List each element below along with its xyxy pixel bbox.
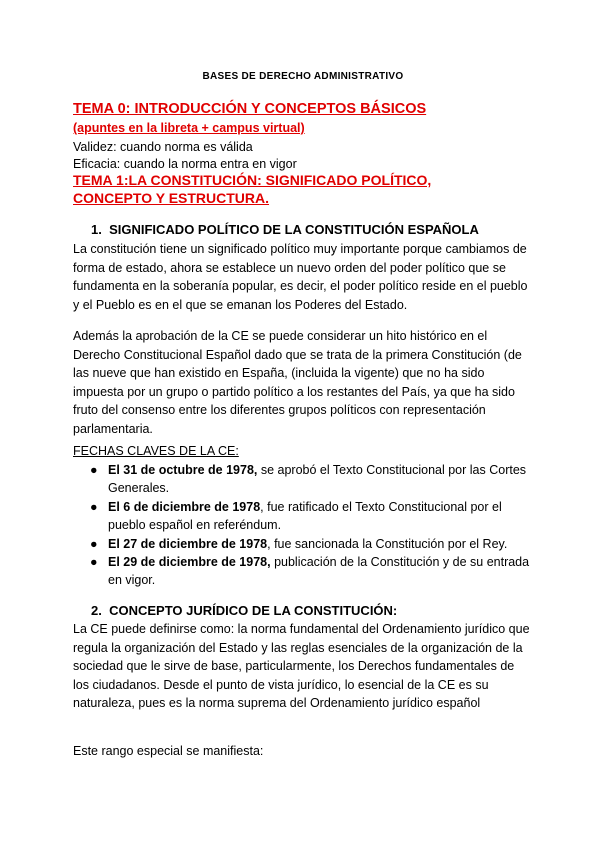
- fecha-date: El 29 de diciembre de 1978,: [108, 555, 271, 570]
- section1-number: 1.: [91, 222, 102, 237]
- section2-heading: [91, 603, 397, 618]
- validez-line: Validez: cuando norma es válida: [73, 140, 253, 154]
- list-item: [73, 535, 533, 553]
- fecha-text: se aprobó el Texto Constitucional por las Cortes Generales.: [108, 463, 527, 496]
- section2-heading-text: CONCEPTO JURÍDICO DE LA CONSTITUCIÓN:: [109, 603, 398, 618]
- list-item: [73, 553, 533, 590]
- fecha-text: , fue ratificado el Texto Constitucional por el pueblo español en referéndum.: [108, 499, 502, 533]
- section2-number: 2.: [91, 603, 102, 618]
- section1-heading-text: SIGNIFICADO POLÍTICO DE LA CONSTITUCIÓN ESPAÑOLA: [109, 222, 479, 237]
- section1-heading: [91, 222, 479, 237]
- section1-paragraph-2: Además la aprobación de la CE se puede considerar un hito histórico en el Derecho Constitucional Español dado que se trata de la primera Constitución (de las nueve que han existido en España, (incluida la vigente) que no ha sido impuesta por un grupo o partido político a los restantes del País, ya que ha sido fruto del consenso entre los diferentes grupos políticos con representación parlamentaria.: [73, 329, 522, 436]
- eficacia-line: Eficacia: cuando la norma entra en vigor: [73, 157, 297, 171]
- fecha-date: El 27 de diciembre de 1978: [108, 536, 268, 551]
- tema1-title: TEMA 1:LA CONSTITUCIÓN: SIGNIFICADO POLÍTICO, CONCEPTO Y ESTRUCTURA.: [73, 172, 432, 206]
- fecha-date: El 6 de diciembre de 1978: [108, 499, 261, 514]
- section2-paragraph-2: Este rango especial se manifiesta:: [73, 744, 264, 758]
- bullet-icon: ●: [90, 463, 98, 477]
- bullet-icon: ●: [90, 499, 98, 514]
- tema0-note: (apuntes en la libreta + campus virtual): [73, 121, 305, 135]
- bullet-icon: ●: [90, 536, 98, 551]
- fechas-list: [73, 461, 533, 590]
- fecha-text: publicación de la Constitución y de su entrada en vigor.: [108, 555, 530, 588]
- fechas-heading: FECHAS CLAVES DE LA CE:: [73, 444, 239, 458]
- tema0-title: TEMA 0: INTRODUCCIÓN Y CONCEPTOS BÁSICOS: [73, 101, 427, 117]
- document-title: BASES DE DERECHO ADMINISTRATIVO: [202, 71, 404, 82]
- list-item: [73, 461, 533, 498]
- bullet-icon: ●: [90, 555, 98, 570]
- fecha-date: El 31 de octubre de 1978,: [108, 463, 258, 477]
- fecha-text: , fue sancionada la Constitución por el Rey.: [267, 536, 508, 551]
- section1-paragraph-1: La constitución tiene un significado político muy importante porque cambiamos de forma de estado, ahora se establece un nuevo orden del poder político que se fundamenta en la soberanía popular, es decir, el poder político reside en el pueblo y el Pueblo es en el que se emanan los Poderes del Estado.: [73, 242, 528, 312]
- list-item: [73, 498, 533, 535]
- section2-paragraph-1: La CE puede definirse como: la norma fundamental del Ordenamiento jurídico que regula la organización del Estado y las reglas esenciales de la organización de la sociedad que le sirve de base, particularmente, los Derechos fundamentales de los ciudadanos. Desde el punto de vista jurídico, lo esencial de la CE es su naturaleza, pues es la norma suprema del Ordenamiento jurídico español: [73, 622, 530, 711]
